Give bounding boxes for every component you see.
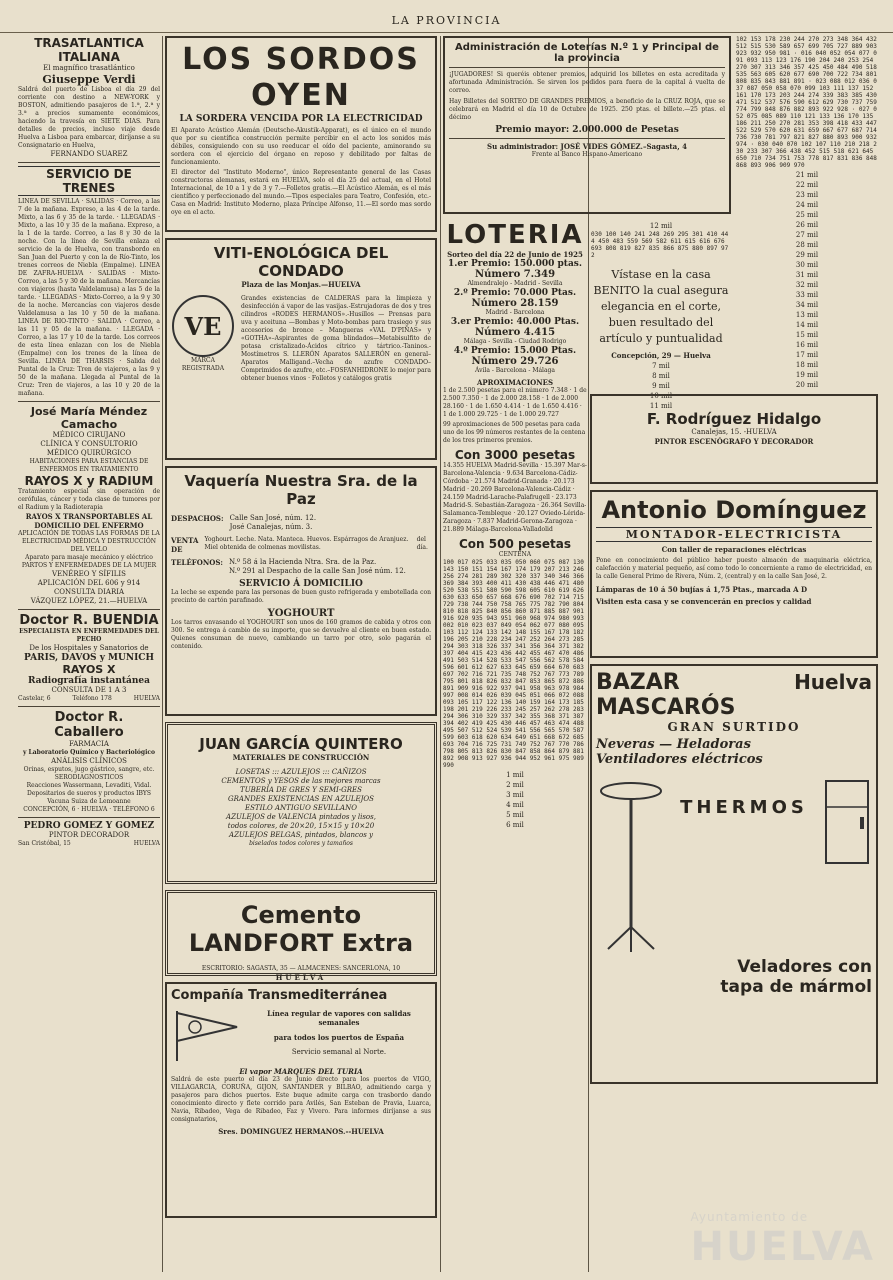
caballero-line: SERODIAGNOSTICOS <box>54 774 124 781</box>
col4-ticker <box>736 36 878 390</box>
vaqueria-telefonos <box>171 558 431 576</box>
vaqueria-delday: del día. <box>416 536 428 551</box>
viti-mark: MARCA REGISTRADA <box>181 357 225 372</box>
mil-label: 25 mil <box>795 211 819 219</box>
transmed-agent: Sres. DOMINGUEZ HERMANOS.--HUELVA <box>218 1127 384 1136</box>
admin-frente: Frente al Banco Hispano-Americano <box>531 151 643 158</box>
vaqueria-venta-label: VENTA DE <box>171 536 199 554</box>
mil-label: 33 mil <box>795 291 819 299</box>
quintero-line: ESTILO ANTIGUO SEVILLANO <box>245 804 357 812</box>
column-rule <box>440 36 441 1272</box>
loteria-title: LOTERIA <box>446 220 584 250</box>
vaqueria-t2: N.º 291 al Despacho de la calle San José núm. 12. <box>229 567 406 575</box>
admin-premio: Premio mayor: 2.000.000 de Pesetas <box>495 125 679 135</box>
ad-transmed <box>165 982 437 1218</box>
pedro-address: San Cristóbal, 15 <box>18 840 71 847</box>
vaqueria-tel-label: TELÉFONOS: <box>171 558 224 567</box>
divider <box>18 162 160 163</box>
antonio-job: MONTADOR-ELECTRICISTA <box>596 527 872 542</box>
bazar-line: tapa de mármol <box>720 977 872 997</box>
hidalgo-job: PINTOR ESCENÓGRAFO Y DECORADOR <box>654 437 814 446</box>
sordos-sub: LA SORDERA VENCIDA POR LA ELECTRICIDAD <box>179 114 423 124</box>
newspaper-title: LA PROVINCIA <box>391 14 502 27</box>
mil-label: 2 mil <box>506 781 524 789</box>
loteria-con3000: Con 3000 pesetas <box>454 448 576 462</box>
mil-label: 12 mil <box>649 222 673 230</box>
trasatlantica-sub: El magnífico trasatlántico <box>43 64 135 72</box>
bazar-city: Huelva <box>794 670 872 694</box>
ad-mendez <box>18 405 160 606</box>
sordos-p1: El Aparato Acústico Alemán (Deutsche-Akustik-Apparat), es el único en el mundo que por su científica construcción permite percibir en el acto los sonidos más débiles, consiguiendo con su uso reeducar el oído del paciente, aminorando su sordera con el ejercicio del órgano en reposo y debilitado por faltas de funcionamiento. <box>171 127 431 166</box>
caballero-line: ANÁLISIS CLÍNICOS <box>51 757 127 765</box>
admin-adm: Su administrador: JOSÉ VIDES GÓMEZ.–Sagasta, 4 <box>487 142 687 151</box>
mendez-rayos2: RAYOS X TRANSPORTABLES AL DOMICILIO DEL ENFERMO <box>25 512 153 530</box>
transmed-line: Servicio semanal al Norte. <box>291 1048 387 1056</box>
mil-label: 18 mil <box>795 361 819 369</box>
buendia-footer <box>18 695 160 703</box>
mil-label: 21 mil <box>795 171 819 179</box>
quintero-line: LOSETAS ::: AZULEJOS ::: CAÑIZOS <box>235 768 367 776</box>
transmed-title: Compañía Transmediterránea <box>171 988 388 1003</box>
mendez-line: PARTOS Y ENFERMEDADES DE LA MUJER <box>21 562 157 569</box>
buendia-line: CONSULTA DE 1 A 3 <box>51 686 127 694</box>
buendia-address: Castelar, 6 <box>18 695 51 702</box>
mil-label: 9 mil <box>652 382 670 390</box>
loteria-number: Número 28.159 <box>471 298 559 309</box>
transmed-body: Saldrá de este puerto el día 23 de Junio directo para los puertos de VIGO, VILLAGARCIA, CORUÑA, GIJON, SANTANDER y BILBAO, admitiendo carga y pasajeros para dichos puertos. Este buque admite carga con trasbordo dando conocimiento directo y flete corrido para Avilés, San Esteban de Pravia, Luarca, Navia, Ribadeo, Vega de Ribadeo, Faz y Vivero. Para informes diríjanse a sus consignatarios, <box>171 1076 431 1123</box>
mil-label: 1 mil <box>506 771 524 779</box>
ad-caballero <box>18 710 160 814</box>
mil-label: 24 mil <box>795 201 819 209</box>
bazar-line: Neveras — Heladoras <box>596 737 751 752</box>
bazar-head <box>596 670 872 720</box>
sordos-title: LOS SORDOS OYEN <box>182 42 420 113</box>
viti-logo-icon: VE <box>172 295 234 357</box>
loteria-aprox-title: APROXIMACIONES <box>476 378 554 387</box>
hidalgo-name: F. Rodríguez Hidalgo <box>646 410 822 428</box>
trasatlantica-title: TRASATLANTICA ITALIANA <box>34 36 144 64</box>
mil-label: 10 mil <box>649 392 673 400</box>
mil-label: 27 mil <box>795 231 819 239</box>
buendia-line: PARIS, DAVOS y MUNICH <box>24 653 154 663</box>
landfort-title: Cemento LANDFORT Extra <box>188 901 414 957</box>
loteria-cities: Málaga - Sevilla - Ciudad Rodrigo <box>463 338 567 345</box>
transmed-content <box>171 1009 431 1063</box>
loteria-aprox-body: 1 de 2.500 pesetas para el número 7.348 · 1 de 2.500 7.350 · 1 de 2.000 28.158 · 1 de 2.000 28.160 · 1 de 1.650 4.414 · 1 de 1.650 4.416 · 1 de 1.000 29.725 · 1 de 1.000 29.727 <box>443 387 587 418</box>
watermark-line1: Ayuntamiento de <box>690 1210 809 1224</box>
vaqueria-title: Vaquería Nuestra Sra. de la Paz <box>184 472 418 508</box>
mendez-line: APLICACIÓN DEL 606 y 914 <box>37 579 141 587</box>
antonio-lamparas: Lámparas de 10 á 50 bujías á 1,75 Ptas., marcada A D <box>596 585 808 594</box>
caballero-address: CONCEPCIÓN, 6 · HUELVA · TELÉFONO 6 <box>23 806 155 813</box>
column-2 <box>165 36 437 1272</box>
vistase-address: Concepción, 29 — Huelva <box>611 351 711 360</box>
transmed-lines <box>247 1009 431 1063</box>
transmed-line: para todos los puertos de España <box>273 1033 405 1042</box>
mil-label: 6 mil <box>506 821 524 829</box>
mendez-line: CLÍNICA Y CONSULTORIO <box>40 440 138 448</box>
caballero-line: Vacuna Suiza de Lemoanne <box>47 798 131 805</box>
buendia-line: ESPECIALISTA EN ENFERMEDADES DEL PECHO <box>19 628 159 643</box>
buendia-line: RAYOS X <box>62 663 116 676</box>
mendez-line: APLICACIÓN DE TODAS LAS FORMAS DE LA ELECTRICIDAD MÉDICA Y DESTRUCCIÓN DEL VELLO <box>18 530 160 553</box>
divider <box>18 401 160 402</box>
mil-label: 3 mil <box>506 791 524 799</box>
bazar-content <box>596 777 872 957</box>
antonio-taller: Con taller de reparaciones eléctricas <box>661 545 807 554</box>
transmed-ship: El vapor MARQUES DEL TURIA <box>239 1067 363 1076</box>
landfort-city: HUELVA <box>275 973 327 982</box>
antonio-visiten: Visiten esta casa y se convencerán en precios y calidad <box>596 597 812 606</box>
quintero-name: JUAN GARCÍA QUINTERO <box>199 735 403 753</box>
quintero-line: TUBERÍA DE GRES Y SEMI-GRES <box>240 786 362 794</box>
loteria-cities: Ávila - Barcelona - Málaga <box>475 367 555 374</box>
mil-label: 16 mil <box>795 341 819 349</box>
viti-body: Grandes existencias de CALDERAS para la limpieza y desinfección á vapor de las vasijas.-Estrujadoras de dos y tres cilindros «RODES HERMANOS».-Husillos — Prensas para uva y aceituna —Bombas y Moto-bombas para trasiego y sus accesorios de bronce – Mangueras «VAL D'PIÑAS» y «GOTHA»–Aspirantes de goma blindados—Metabisulfito de potasa cristalizado-Ácidos cítrico y tártrico.-Taninos.-Mostímetros S. LLERÓN Aparatos SALLERÓN en general–Aparatos Malligand.–Vecha de azufre CONDADO–Comprimidos de azufre, etc.–FOSFANHIDRONE lo mejor para obtener buenos vinos · Folletos y catálogos gratis <box>241 295 431 382</box>
mil-label: 30 mil <box>795 261 819 269</box>
mendez-line: HABITACIONES PARA ESTANCIAS DE ENFERMOS EN TRATAMIENTO <box>29 458 149 473</box>
caballero-line: Depositarios de sueros y productos IBYS <box>27 790 151 797</box>
vistase-body: Vístase en la casa BENITO la cual asegura elegancia en el corte, buen resultado del artículo y puntualidad <box>593 268 729 345</box>
mil-label: 8 mil <box>652 372 670 380</box>
vaqueria-label: DESPACHOS: <box>171 514 224 523</box>
divider <box>18 609 160 610</box>
viti-sub: Plaza de las Monjas.—HUELVA <box>241 280 361 289</box>
mendez-body: Tratamiento especial sin operación de cerófulas, cáncer y toda clase de tumores por el Radium y la Radioterapia <box>18 488 160 511</box>
page-header <box>0 14 893 33</box>
mil-label: 15 mil <box>795 331 819 339</box>
mil-labels <box>443 771 587 829</box>
loteria-prize: 2.º Premio: 70.000 Ptas. <box>453 288 577 298</box>
loteria-number: Número 29.726 <box>471 356 559 367</box>
trenes-title: SERVICIO DE TRENES <box>18 166 160 196</box>
antonio-body: Pone en conocimiento del público haber puesto almacén de maquinaria eléctrica, calefacción y material pequeño, así como todo lo concerniente a ramo de electricidad, en la calle General Primo de Rivera, Núm. 2, (central) y en la calle San José, 2. <box>596 557 872 580</box>
mil-label: 13 mil <box>795 311 819 319</box>
quintero-line: todos colores, de 20×20, 15×15 y 10×20 <box>227 822 375 830</box>
trenes <box>18 166 160 398</box>
buendia-name: Doctor R. BUENDIA <box>19 613 159 628</box>
quintero-line: AZULEJOS BELGAS, pintados, blancos y <box>229 831 373 839</box>
lottery-ticker: 030 100 140 241 248 269 295 301 410 444 450 483 559 569 582 611 615 616 676 693 808 819 827 835 866 875 880 897 972 <box>591 231 729 259</box>
ad-buendia <box>18 613 160 703</box>
caballero-name: Doctor R. Caballero <box>54 710 124 740</box>
mil-label: 29 mil <box>795 251 819 259</box>
vaqueria-note: La leche se expende para las personas de buen gusto refrigerada y embotellada con precinto de cartón parafinado. <box>171 589 431 604</box>
bazar-name: BAZAR MASCARÓS <box>596 670 736 720</box>
mil-labels-col4 <box>736 171 878 389</box>
loteria-prize: 1.er Premio: 150.000 ptas. <box>448 259 582 269</box>
ad-sordos <box>165 36 437 232</box>
column-4 <box>590 36 878 1272</box>
admin-p2: Hay Billetes del SORTEO DE GRANDES PREMIOS, a beneficio de la CRUZ ROJA, que se celebrará en Madrid el día 10 de Octubre de 1925. 250 ptas. el billete.—25 ptas. el décimo <box>449 98 725 121</box>
sordos-p2: El director del "Instituto Moderno", único Representante general de las Casas constructoras alemanas, estará en HUELVA, solo el día 25 del actual, en el Hotel Internacional, de 10 a 1 y de 3 y 7.—Folletos gratis.—El Acústico Alemán, es el más científico y perfeccionado del mundo.—Tipos especiales para Teatro, Confesión, etc.-Casa en Madrid: Instituto Moderno, plaza Príncipe Alfonso, 11.—El sordo mas sordo oye en el acto. <box>171 169 431 216</box>
mil-label: 14 mil <box>795 321 819 329</box>
mil-label: 19 mil <box>795 371 819 379</box>
buendia-line: Radiografía instantánea <box>27 676 150 686</box>
mendez-line: Aparato para masaje mecánico y eléctrico <box>25 554 153 561</box>
mendez-name: José María Méndez Camacho <box>30 405 148 431</box>
mil-label: 34 mil <box>795 301 819 309</box>
loteria-number: Número 7.349 <box>474 269 556 280</box>
mil-label: 17 mil <box>795 351 819 359</box>
mil-label: 31 mil <box>795 271 819 279</box>
mendez-line: CONSULTA DIARIA <box>53 588 125 596</box>
pedro-name: PEDRO GOMEZ Y GOMEZ <box>23 821 155 831</box>
ad-rodriguez-hidalgo <box>590 394 878 484</box>
caballero-line: FARMACIA <box>69 740 109 748</box>
column-rule <box>162 36 163 1272</box>
bazar-line: Ventiladores eléctricos <box>596 752 763 767</box>
bazar-line: Veladores con <box>737 957 872 977</box>
divider <box>18 817 160 818</box>
vaqueria-d1: Calle San José, núm. 12. <box>229 514 317 522</box>
admin-title: Administración de Loterías N.º 1 y Principal de la provincia <box>455 42 719 64</box>
ad-viti <box>165 238 437 460</box>
quintero-line: CEMENTOS y YESOS de las mejores marcas <box>221 777 381 785</box>
viti-title: VITI-ENOLÓGICA DEL CONDADO <box>213 244 389 280</box>
mil-label: 5 mil <box>506 811 524 819</box>
loteria-prize: 3.er Premio: 40.000 Ptas. <box>450 317 580 327</box>
vaqueria-servicio: SERVICIO Á DOMICILIO <box>239 579 363 589</box>
ad-antonio-dominguez <box>590 490 878 658</box>
mil-label: 11 mil <box>649 402 673 410</box>
loteria-column <box>443 220 587 830</box>
ad-vaqueria <box>165 466 437 716</box>
buendia-city: HUELVA <box>133 695 160 702</box>
vaqueria-items: Yoghourt. Leche. Nata. Manteca. Huevos. Espárragos de Aranjuez. Miel obtenida de colmenas movilistas. <box>204 536 409 551</box>
watermark-line2: HUELVA <box>690 1224 875 1270</box>
watermark <box>691 1210 875 1270</box>
divider <box>18 706 160 707</box>
mil-label: 20 mil <box>795 381 819 389</box>
table-icon <box>596 777 666 957</box>
loteria-centena: CENTENA <box>498 551 532 558</box>
transmed-line: Línea regular de vapores con salidas semanales <box>267 1009 411 1027</box>
ad-pedro <box>18 821 160 848</box>
vaqueria-yognote: Los tarros envasando el YOGHOURT son unos de 160 gramos de cabida y otros con 300. Se entrega á cambio de su importe, que se devuelve al cliente en buen estado. Quienes consuman de nuevo, cambiando un tarro por otro, solo pagarán el contenido. <box>171 619 431 650</box>
mil-label: 32 mil <box>795 281 819 289</box>
pedro-city: HUELVA <box>133 840 160 847</box>
caballero-line: Orinas, esputos, jugo gástrico, sangre, etc. <box>23 766 155 773</box>
vaqueria-d2: José Canalejas, núm. 3. <box>229 523 313 531</box>
buendia-line: De los Hospitales y Sanatorios de <box>29 644 149 652</box>
quintero-line: AZULEJOS de VALENCIA pintados y lisos, <box>226 813 376 821</box>
mendez-line: MÉDICO QUIRÚRGICO <box>46 449 132 457</box>
admin-p1: ¡JUGADORES! Si queréis obtener premios, adquirid los billetes en esta acreditada y afortunada Administración. Se sirven los pedidos para fuera de la capital á vuelta de correo. <box>449 71 725 94</box>
vaqueria-yoghourt: YOGHOURT <box>267 608 335 619</box>
loteria-note: 99 aproximaciones de 500 pesetas para cada uno de los 99 números restantes de la centena de los tres primeros premios. <box>443 421 586 444</box>
mil-label: 22 mil <box>795 181 819 189</box>
ad-landfort <box>165 890 437 982</box>
loteria-sorteo: Sorteo del día 22 de Junio de 1925 <box>447 250 583 259</box>
landfort-address: ESCRITORIO: SAGASTA, 35 — ALMACENES: SANCERLONA, 10 <box>201 965 401 972</box>
loteria-cities: Almendralejo - Madrid - Sevilla <box>467 280 563 287</box>
pedro-footer <box>18 840 160 848</box>
viti-content <box>171 295 431 383</box>
vaqueria-despachos <box>171 514 431 532</box>
mil-label: 28 mil <box>795 241 819 249</box>
mil-label: 26 mil <box>795 221 819 229</box>
bazar-gran: GRAN SURTIDO <box>667 720 801 734</box>
hidalgo-address: Canalejas, 15. -HUELVA <box>691 428 777 436</box>
trenes-body: LINEA DE SEVILLA · SALIDAS · Correo, a las 7 de la mañana. Expreso, a las 4 de la tarde. Mixto, a las 6 y 35 de la tarde. · LLEGADAS · Mixto, a las 10 y 35 de la mañana. Expreso, a la 1 de la tarde. Correo, a las 8 y 30 de la noche. Con la línea de Sevilla enlaza el servicio de la de Huelva, con transbordo en San Juan del Puerto y con la de Río-Tinto, los trenes correos de Niebla (Empalme). LINEA DE ZAFRA-HUELVA · SALIDAS · Mixto-Correo, a las 5 y 30 de la mañana. Mercancías con viajeros (hasta Valdelamusa) a las 5 de la tarde. · LLEGADAS · Mixto-Correo, a la 9 y 30 de la noche. Mercancías con viajeros desde Valdelamusa a las 10 y 50 de la mañana. LINEA DE RIO-TINTO · SALIDA · Correo, a las 11 y 05 de la mañana. · LLEGADA · Correo, a las 17 y 10 de la tarde. Los correos de esta línea enlazan con los de Niebla (Empalme) con los trenes de la línea de Sevilla. LINEA DE THARSIS · Salida del Puntal de la Cruz: Tren de viajeros, a las 9 y 50 de la mañana. Llegada al Puntal de la Cruz: Tren de viajeros, a las 10 y 20 de la mañana. <box>18 198 160 397</box>
viti-logo-block <box>171 295 235 383</box>
trasatlantica-body: Saldrá del puerto de Lisboa el día 29 del corriente con destino a NEW-YORK y BOSTON, admitiendo pasajeros de 1.ª, 2.ª y 3.ª a precios sumamente económicos, haciendo la travesía en SIETE DIAS. Para detalles de precios, incluso viaje desde Huelva a Lisboa para embarcar, diríjanse a su Consignatario en Huelva, <box>18 86 160 149</box>
quintero-sub: MATERIALES DE CONSTRUCCIÓN <box>232 753 370 762</box>
fridge-icon <box>822 777 872 867</box>
trasatlantica-ship: Giuseppe Verdi <box>42 73 136 86</box>
column-1 <box>18 36 160 1272</box>
mil-label: 23 mil <box>795 191 819 199</box>
quintero-line: GRANDES EXISTENCIAS EN AZULEJOS <box>228 795 374 803</box>
ad-trasatlantica <box>18 36 160 159</box>
bazar-thermos: THERMOS <box>680 797 808 818</box>
ad-bazar-mascaros <box>590 664 878 1084</box>
mendez-address: VÁZQUEZ LÓPEZ, 21.—HUELVA <box>30 597 148 605</box>
loteria-ticker: 100 017 025 033 035 050 060 075 087 130 143 150 151 154 167 174 179 207 213 246 256 274 281 289 302 320 337 340 346 366 369 384 393 400 411 430 438 446 471 480 520 538 551 580 590 598 605 610 619 626 630 633 650 657 668 676 690 702 714 715 729 738 744 750 758 765 775 782 790 804 810 818 825 840 856 860 871 885 887 901 916 920 935 943 951 960 968 974 980 993 002 010 023 037 049 054 062 077 080 095 103 112 124 133 142 148 155 167 178 182 196 205 210 228 234 247 252 264 273 285 294 303 318 326 337 341 356 364 371 382 397 404 415 423 436 442 455 467 470 486 491 503 514 528 533 547 556 562 578 584 596 601 612 627 633 645 659 664 670 683 697 702 716 721 735 748 752 767 773 789 795 801 818 826 832 847 853 865 872 886 891 909 916 922 937 941 958 963 978 984 997 008 014 026 039 045 051 066 072 088 093 105 117 122 136 140 159 164 173 185 198 201 219 226 233 245 257 262 278 283 294 306 310 329 337 342 355 368 371 387 394 402 419 425 430 446 457 463 474 488 495 507 512 524 539 541 556 565 570 587 599 603 618 620 634 649 651 668 672 685 693 704 716 725 731 749 752 767 770 786 798 805 813 826 830 847 858 864 879 881 892 908 913 927 936 944 952 961 975 989 990 <box>443 559 584 769</box>
loteria-number: Número 4.415 <box>474 327 556 338</box>
ad-quintero <box>165 722 437 884</box>
pedro-job: PINTOR DECORADOR <box>48 831 130 839</box>
quintero-line: biselados todos colores y tamaños <box>249 840 353 847</box>
loteria-prize: 4.º Premio: 15.000 Ptas. <box>453 346 577 356</box>
mendez-title: MÉDICO CIRUJANO <box>52 431 126 439</box>
bazar-right <box>666 777 822 818</box>
vaqueria-venta <box>171 536 431 554</box>
lottery-ticker: 102 153 178 230 244 270 273 348 364 432 512 515 530 589 657 699 705 727 889 903 923 932 950 981 · 016 040 052 054 077 091 093 113 123 176 190 204 240 253 254 270 307 313 346 357 425 450 484 490 518 535 563 605 620 677 690 700 722 734 801 808 835 843 881 891 · 023 088 012 036 037 087 050 058 070 099 103 111 137 152 161 170 173 203 244 274 339 383 385 430 471 512 537 576 590 612 629 730 737 759 774 799 848 876 882 893 922 928 · 027 052 075 085 089 110 121 133 136 170 135 186 211 250 270 281 353 398 418 433 447 522 529 570 620 631 659 667 677 687 714 736 730 781 797 821 827 880 893 900 932 974 · 030 040 070 102 107 110 210 218 230 233 307 366 438 452 515 518 621 645 650 710 734 751 753 778 817 831 836 848 868 893 906 909 970 <box>736 36 877 169</box>
loteria-con500: Con 500 pesetas <box>459 537 571 551</box>
antonio-name: Antonio Domínguez <box>601 496 867 524</box>
mil-label: 7 mil <box>652 362 670 370</box>
caballero-line: Reacciones Wassermann, Levaditi, Vidal. <box>26 782 152 789</box>
buendia-phone: Teléfono 178 <box>72 695 112 702</box>
trasatlantica-agent: FERNANDO SUAREZ <box>50 150 128 158</box>
ship-flag-icon <box>171 1009 241 1063</box>
mendez-line: VENÉREO Y SÍFILIS <box>52 570 126 578</box>
caballero-line: y Laboratorio Químico y Bacteriológico <box>22 749 156 756</box>
mendez-rayos: RAYOS X y RADIUM <box>24 474 154 488</box>
loteria-list3000: 14.355 HUELVA Madrid-Sevilla · 15.397 Mar-s-Barcelona-Valencia · 9.634 Barcelona-Cádiz-Córdoba · 21.574 Madrid-Granada · 20.173 Madrid · 20.269 Barcelona-Valencia-Cádiz · 24.159 Madrid-Larache-Palafrugell · 23.173 Madrid-S. Sebastián-Zaragoza · 26.364 Sevilla-Salamanca-Tembleque · 20.127 Oviedo-Lérida-Zaragoza · 7.837 Madrid-Gerona-Zaragoza · 21.889 Málaga-Barcelona-Valladolid <box>443 462 587 533</box>
vaqueria-t1: N.º 58 á la Hacienda Ntra. Sra. de la Paz. <box>229 558 377 566</box>
mil-label: 4 mil <box>506 801 524 809</box>
loteria-cities: Madrid - Barcelona <box>485 309 545 316</box>
